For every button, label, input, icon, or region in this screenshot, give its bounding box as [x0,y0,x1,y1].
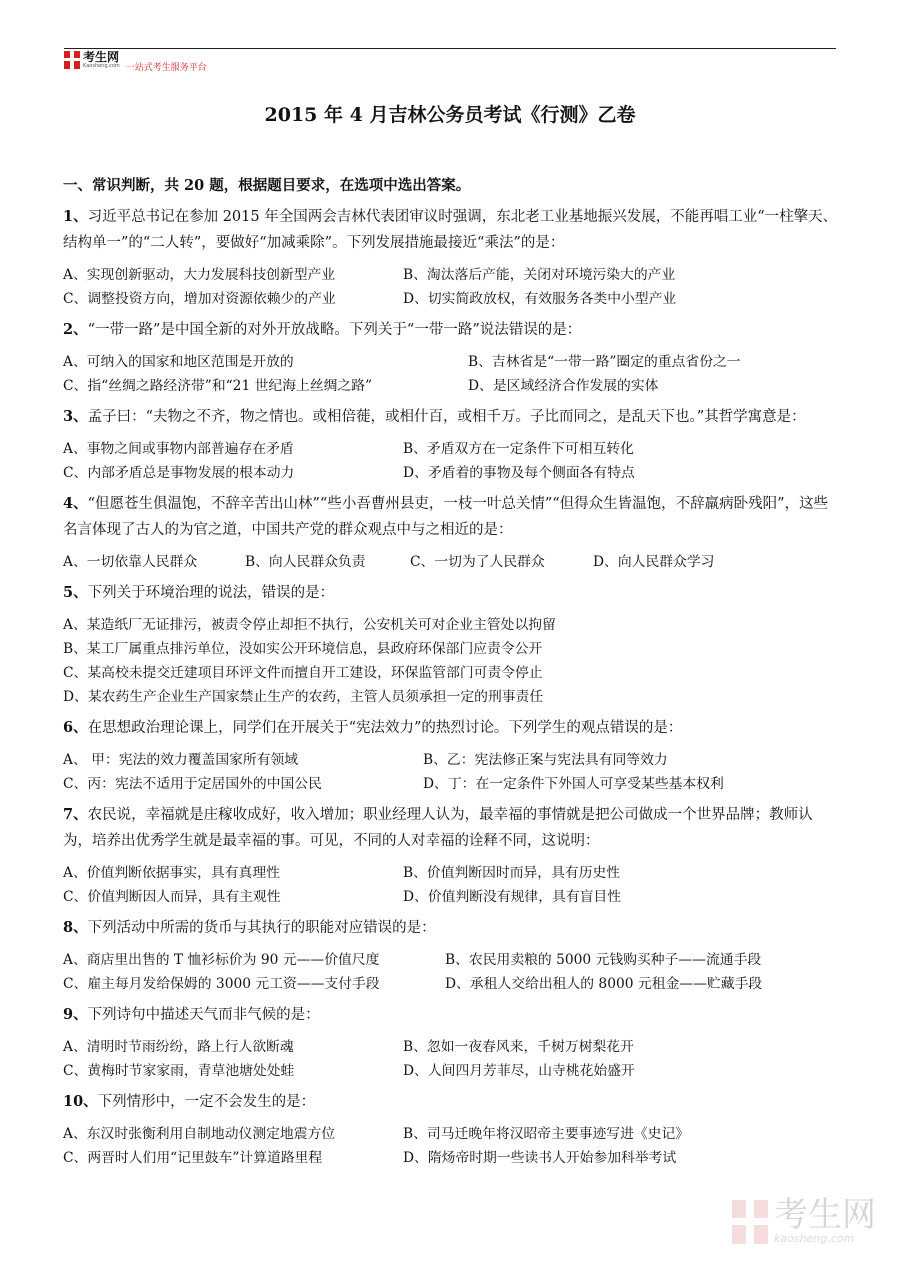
option-row [63,885,839,909]
answer-option: A、 甲：宪法的效力覆盖国家所有领域 [63,752,299,768]
question [63,204,839,317]
exam-content [63,174,839,1176]
watermark-name: 考生网 [774,1195,876,1235]
answer-option: D、人间四月芳菲尽，山寺桃花始盛开 [403,1063,635,1079]
answer-option: A、商店里出售的 T 恤衫标价为 90 元——价值尺度 [63,952,380,968]
question [63,404,839,491]
answer-option: A、清明时节雨纷纷，路上行人欲断魂 [63,1039,294,1055]
answer-option: B、司马迁晚年将汉昭帝主要事迹写进《史记》 [403,1126,690,1142]
question-number: 7、 [63,806,88,823]
question-stem [63,715,839,741]
question-text: 习近平总书记在参加 2015 年全国两会吉林代表团审议时强调，东北老工业基地振兴发展，不能再唱工业“一柱擎天、结构单一”的“二人转”，要做好“加减乘除”。下列发展措施最接近“乘法”的是： [63,209,838,251]
option-row [63,637,839,661]
option-row [63,374,839,398]
question [63,580,839,715]
answer-option: B、忽如一夜春风来，千树万树梨花开 [403,1039,634,1055]
question-number: 8、 [63,919,88,936]
page-header [64,44,836,74]
question-number: 6、 [63,719,88,736]
watermark-url: kaosheng.com [774,1232,855,1245]
question [63,317,839,404]
answer-option: B、向人民群众负责 [245,554,366,570]
answer-option: D、矛盾着的事物及每个侧面各有特点 [403,465,635,481]
answer-option: A、实现创新驱动，大力发展科技创新型产业 [63,267,336,283]
question-text: 下列活动中所需的货币与其执行的职能对应错误的是： [87,920,436,936]
answer-option: D、丁：在一定条件下外国人可享受某些基本权利 [423,776,724,792]
answer-option: C、丙：宪法不适用于定居国外的中国公民 [63,776,322,792]
answer-option: C、指“丝绸之路经济带”和“21 世纪海上丝绸之路” [63,378,373,394]
question-text: 农民说，幸福就是庄稼收成好，收入增加；职业经理人认为，最幸福的事情就是把公司做成一个世界品牌；教师认为，培养出优秀学生就是最幸福的事。可见，不同的人对幸福的诠释不同，这说明： [63,807,813,849]
question-number: 5、 [63,584,88,601]
question [63,715,839,802]
question-text: 下列诗句中描述天气而非气候的是： [87,1007,320,1023]
question-stem [63,317,839,343]
question-gap [63,1170,839,1176]
answer-option: D、承租人交给出租人的 8000 元租金——贮藏手段 [445,976,763,992]
logo-icon [64,51,80,69]
question-text: 孟子曰：“夫物之不齐，物之情也。或相倍蓰，或相什百，或相千万。子比而同之，是乱天下也。”其哲学寓意是： [87,409,806,425]
answer-option: A、一切依靠人民群众 [63,554,198,570]
question-stem [63,1002,839,1028]
answer-option: C、某高校未提交迁建项目环评文件而擅自开工建设，环保监管部门可责令停止 [63,665,543,681]
option-row [63,461,839,485]
answer-option: A、东汉时张衡利用自制地动仪测定地震方位 [63,1126,336,1142]
question-list [63,204,839,1176]
logo-name: 考生网 [83,50,120,64]
question [63,491,839,580]
option-row [63,263,839,287]
option-row [63,550,839,574]
question-stem [63,915,839,941]
answer-option: C、一切为了人民群众 [410,554,545,570]
option-row [63,1035,839,1059]
option-row [63,861,839,885]
option-row [63,1146,839,1170]
header-slogan: 一站式考生服务平台 [125,63,207,73]
question-number: 1、 [63,208,88,225]
answer-option: B、乙：宪法修正案与宪法具有同等效力 [423,752,668,768]
option-row [63,972,839,996]
answer-option: A、事物之间或事物内部普遍存在矛盾 [63,441,294,457]
option-row [63,948,839,972]
option-row [63,748,839,772]
question-number: 9、 [63,1006,88,1023]
answer-option: A、价值判断依据事实，具有真理性 [63,865,280,881]
question-number: 3、 [63,408,88,425]
answer-option: B、淘汰落后产能，关闭对环境污染大的产业 [403,267,676,283]
option-row [63,437,839,461]
answer-option: B、农民用卖粮的 5000 元钱购买种子——流通手段 [445,952,762,968]
section-heading: 一、常识判断，共 20 题，根据题目要求，在选项中选出答案。 [63,177,471,194]
question-stem [63,404,839,430]
header-rule [64,48,836,49]
question [63,1002,839,1089]
answer-option: C、价值判断因人而异，具有主观性 [63,889,281,905]
answer-option: C、内部矛盾总是事物发展的根本动力 [63,465,295,481]
question-text: “一带一路”是中国全新的对外开放战略。下列关于“一带一路”说法错误的是： [87,322,582,338]
answer-option: A、某造纸厂无证排污，被责令停止却拒不执行，公安机关可对企业主管处以拘留 [63,617,556,633]
option-row [63,772,839,796]
answer-option: D、是区域经济合作发展的实体 [468,378,659,394]
answer-option: B、吉林省是“一带一路”圈定的重点省份之一 [468,354,741,370]
page-title: 2015 年 4 月吉林公务员考试《行测》乙卷 [264,104,636,126]
answer-option: A、可纳入的国家和地区范围是开放的 [63,354,294,370]
question-text: 下列情形中，一定不会发生的是： [97,1094,316,1110]
answer-option: B、价值判断因时而异，具有历史性 [403,865,621,881]
answer-option: D、价值判断没有规律，具有盲目性 [403,889,622,905]
answer-option: C、黄梅时节家家雨，青草池塘处处蛙 [63,1063,295,1079]
option-row [63,685,839,709]
option-row [63,287,839,311]
answer-option: D、某农药生产企业生产国家禁止生产的农药，主管人员须承担一定的刑事责任 [63,689,544,705]
answer-option: B、矛盾双方在一定条件下可相互转化 [403,441,634,457]
question [63,915,839,1002]
answer-option: C、雇主每月发给保姆的 3000 元工资——支付手段 [63,976,380,992]
question-number: 2、 [63,321,88,338]
answer-option: B、某工厂属重点排污单位，没如实公开环境信息，县政府环保部门应责令公开 [63,641,543,657]
answer-option: D、隋炀帝时期一些读书人开始参加科举考试 [403,1150,677,1166]
question-number: 10、 [63,1093,98,1110]
option-row [63,613,839,637]
site-logo [64,51,207,73]
question-text: 下列关于环境治理的说法，错误的是： [87,585,335,601]
question-stem [63,1089,839,1115]
answer-option: D、向人民群众学习 [593,554,715,570]
option-row [63,661,839,685]
watermark [732,1195,876,1245]
option-row [63,1059,839,1083]
question [63,1089,839,1176]
answer-option: C、两晋时人们用“记里鼓车”计算道路里程 [63,1150,323,1166]
question-number: 4、 [63,495,88,512]
answer-option: C、调整投资方向，增加对资源依赖少的产业 [63,291,336,307]
question-stem [63,802,839,854]
question-stem [63,204,839,256]
answer-option: D、切实简政放权，有效服务各类中小型产业 [403,291,677,307]
option-row [63,1122,839,1146]
question [63,802,839,915]
question-stem [63,491,839,543]
question-text: “但愿苍生俱温饱，不辞辛苦出山林”“些小吾曹州县吏，一枝一叶总关情”“但得众生皆温饱，不辞羸病卧残阳”，这些名言体现了古人的为官之道，中国共产党的群众观点中与之相近的是： [63,496,829,538]
question-text: 在思想政治理论课上，同学们在开展关于“宪法效力”的热烈讨论。下列学生的观点错误的是： [87,720,683,736]
option-row [63,350,839,374]
logo-url: Kaosheng.com [83,63,120,69]
question-stem [63,580,839,606]
watermark-logo-icon [732,1200,768,1244]
